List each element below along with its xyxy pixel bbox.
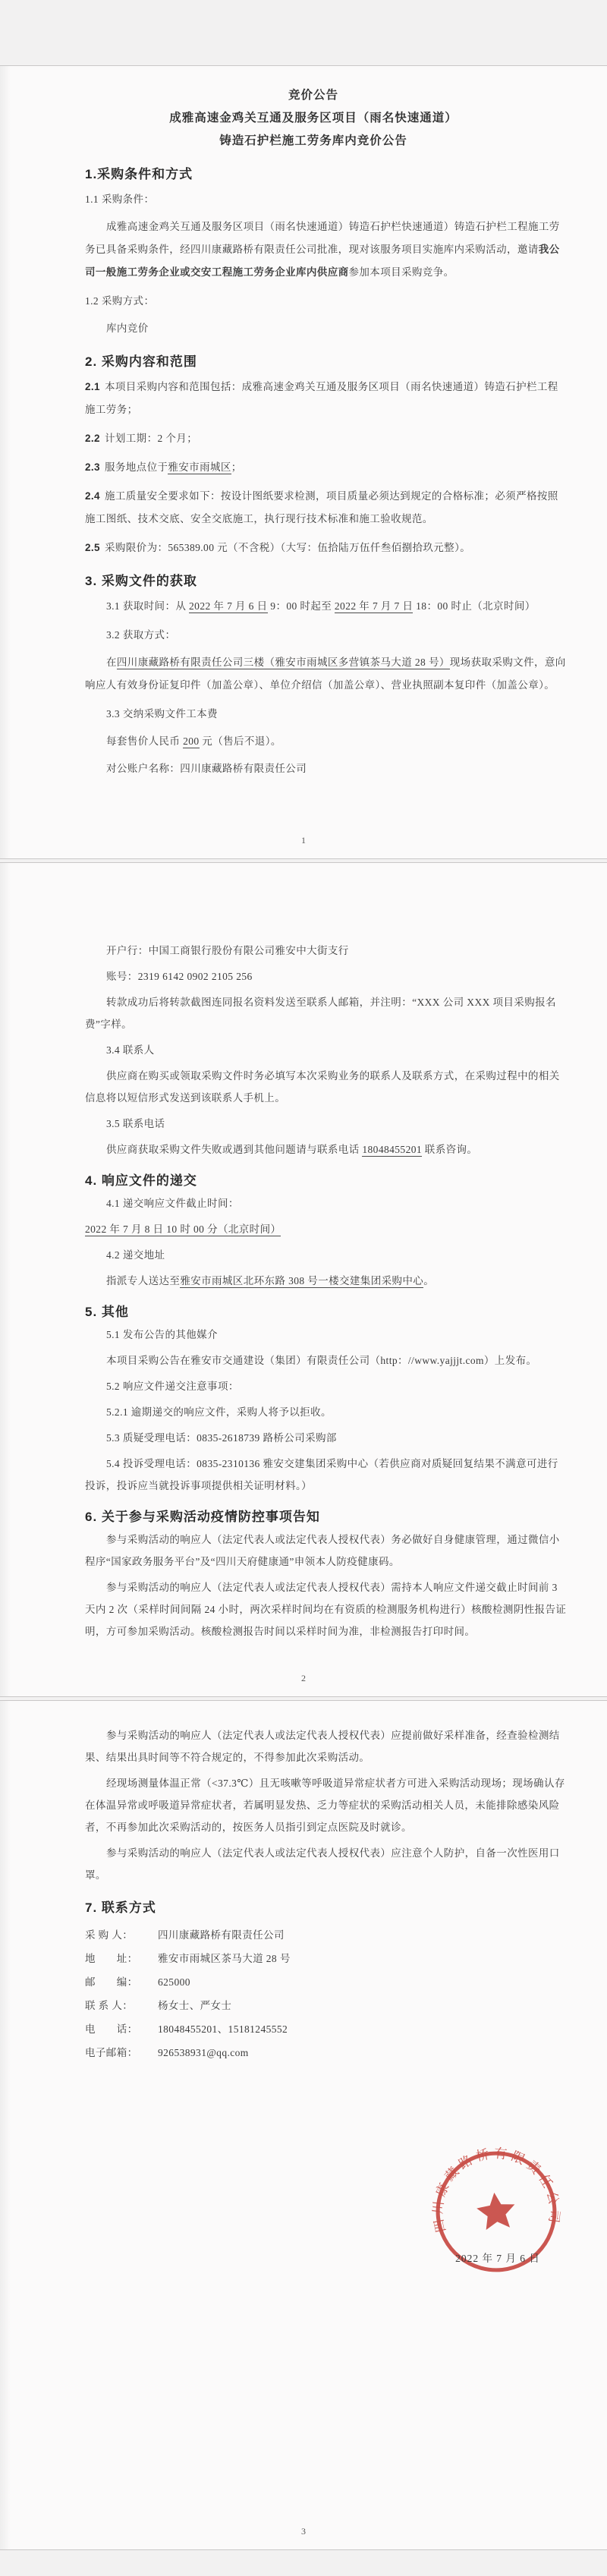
contact-row-buyer bbox=[85, 1923, 568, 1947]
contact-label: 电 话： bbox=[85, 2023, 138, 2035]
para-3-3-fee bbox=[85, 730, 568, 753]
title-line-2: 成雅高速金鸡关互通及服务区项目（雨名快速通道） bbox=[169, 112, 458, 124]
para-6-1: 参与采购活动的响应人（法定代表人或法定代表人授权代表）务必做好自身健康管理，通过微信小程序“国家政务服务平台”及“四川天府健康通”申领本人防疫健康码。 bbox=[85, 1534, 560, 1567]
para-1-2: 库内竞价 bbox=[106, 323, 149, 334]
section-6-heading: 6. 关于参与采购活动疫情防控事项告知 bbox=[85, 1510, 320, 1524]
submission-deadline: 2022 年 7 月 8 日 10 时 00 分（北京时间） bbox=[85, 1223, 281, 1235]
para-1-1-tail: 参加本项目采购竞争。 bbox=[348, 266, 454, 278]
para-6-3: 参与采购活动的响应人（法定代表人或法定代表人授权代表）应提前做好采样准备，经查验检测结果、结果出具时间等不符合规定的，不得参加此次采购活动。 bbox=[85, 1730, 560, 1763]
item-2-3-pre: 服务地点位于 bbox=[104, 461, 168, 473]
para-3-2-post: 现场获取采购文件，意向响应人有效身份证复印件（加盖公章）、单位介绍信（加盖公章）、营业执照副本复印件（加盖公章）。 bbox=[85, 657, 566, 691]
item-2-4-num: 2.4 bbox=[85, 490, 100, 502]
section-5-heading: 5. 其他 bbox=[85, 1305, 129, 1319]
bank-line: 开户行：中国工商银行股份有限公司雅安中大街支行 bbox=[106, 945, 349, 956]
item-3-1-mid2: 18：00 时 bbox=[413, 600, 462, 612]
item-2-3 bbox=[85, 456, 568, 479]
page-number-3: 3 bbox=[301, 2526, 306, 2537]
item-2-4-text: 施工质量安全要求如下：按设计图纸要求检测，项目质量必须达到规定的合格标准；必须严格按照施工图纸、技术交底、安全交底施工，执行现行技术标准和施工验收规范。 bbox=[85, 490, 558, 524]
item-3-1-pre: 3.1 获取时间：从 bbox=[106, 600, 190, 612]
page-number-1: 1 bbox=[301, 835, 306, 846]
para-5-1: 本项目采购公告在雅安市交通建设（集团）有限责任公司（http：//www.yajjjt.com）上发布。 bbox=[106, 1355, 537, 1366]
para-3-5-pre: 供应商获取采购文件失败或遇到其他问题请与联系电话 bbox=[106, 1144, 363, 1155]
item-3-1-mid1: 9：00 时起至 bbox=[267, 600, 335, 612]
fee-amount: 200 bbox=[183, 735, 200, 747]
contact-label: 邮 编： bbox=[85, 1976, 138, 1988]
para-4-2-pre: 指派专人送达至 bbox=[106, 1275, 181, 1286]
contact-row-zip bbox=[85, 1970, 568, 1994]
account-line: 账号：2319 6142 0902 2105 256 bbox=[106, 971, 253, 982]
para-4-2-post: 。 bbox=[423, 1275, 435, 1286]
item-5-3: 5.3 质疑受理电话：0835-2618739 路桥公司采购部 bbox=[106, 1432, 337, 1444]
contact-value: 杨女士、严女士 bbox=[158, 2000, 232, 2011]
para-1-1-text: 成雅高速金鸡关互通及服务区项目（雨名快速通道）铸造石护栏快速通道）铸造石护栏工程施工劳务已具备采购条件，经四川康藏路桥有限责任公司批准，现对该服务项目实施库内采购活动，邀请 bbox=[85, 221, 560, 255]
item-2-3-location: 雅安市雨城区 bbox=[168, 461, 231, 473]
item-3-1-post: 止（北京时间） bbox=[461, 600, 536, 612]
item-3-4: 3.4 联系人 bbox=[106, 1044, 155, 1056]
contact-label: 电子邮箱： bbox=[85, 2047, 138, 2058]
stamp-date: 2022 年 7 月 6 日 bbox=[455, 2253, 540, 2264]
fee-pre: 每套售价人民币 bbox=[106, 735, 184, 747]
item-3-1-date-start: 2022 年 7 月 6 日 bbox=[189, 600, 268, 612]
item-3-5: 3.5 联系电话 bbox=[106, 1118, 165, 1129]
item-2-3-num: 2.3 bbox=[85, 461, 100, 473]
contact-value: 雅安市雨城区茶马大道 28 号 bbox=[158, 1953, 291, 1964]
item-2-2-text: 计划工期：2 个月； bbox=[104, 433, 198, 444]
item-5-2-1: 5.2.1 逾期递交的响应文件，采购人将予以拒收。 bbox=[106, 1406, 332, 1418]
contact-label: 采 购 人： bbox=[85, 1929, 134, 1941]
para-3-5 bbox=[85, 1138, 568, 1160]
item-2-5-text: 采购限价为：565389.00 元（不含税）（大写：伍拾陆万伍仟叁佰捌拾玖元整）。 bbox=[104, 542, 471, 553]
item-2-5-num: 2.5 bbox=[85, 542, 100, 553]
contact-row-person bbox=[85, 1994, 568, 2017]
item-3-1-date-end: 2022 年 7 月 7 日 bbox=[334, 600, 414, 612]
contact-value: 625000 bbox=[158, 1976, 190, 1988]
item-4-2: 4.2 递交地址 bbox=[106, 1249, 165, 1261]
transfer-note: 转款成功后将转款截图连同报名资料发送至联系人邮箱，并注明：“XXX 公司 XXX 项目采购报名费”字样。 bbox=[85, 997, 556, 1030]
contact-value: 18048455201、15181245552 bbox=[158, 2023, 288, 2035]
para-3-2-address: 四川康藏路桥有限责任公司三楼（雅安市雨城区多营镇茶马大道 28 号） bbox=[116, 657, 450, 668]
deadline-line bbox=[85, 1218, 568, 1240]
item-2-5 bbox=[85, 537, 568, 559]
document-title bbox=[59, 84, 568, 153]
hotline-number: 18048455201 bbox=[362, 1144, 423, 1155]
title-line-1: 竞价公告 bbox=[288, 89, 338, 102]
item-2-1-text: 本项目采购内容和范围包括：成雅高速金鸡关互通及服务区项目（雨名快速通道）铸造石护栏工程施工劳务； bbox=[85, 381, 558, 415]
contact-label: 地 址： bbox=[85, 1953, 138, 1964]
para-6-5: 参与采购活动的响应人（法定代表人或法定代表人授权代表）应注意个人防护，自备一次性医用口罩。 bbox=[85, 1847, 560, 1881]
item-5-2: 5.2 响应文件递交注意事项： bbox=[106, 1381, 239, 1392]
item-2-2-num: 2.2 bbox=[85, 433, 100, 444]
para-1-1-bold: 我公司一般施工劳务企业或交安工程施工劳务企业库内供应商 bbox=[85, 244, 560, 278]
item-2-4 bbox=[85, 485, 568, 531]
section-1-heading: 1.采购条件和方式 bbox=[85, 167, 193, 181]
title-line-3: 铸造石护栏施工劳务库内竞价公告 bbox=[219, 134, 407, 147]
contact-row-email bbox=[85, 2041, 568, 2064]
para-6-2: 参与采购活动的响应人（法定代表人或法定代表人授权代表）需持本人响应文件递交截止时间前 3 天内 2 次（采样时间间隔 24 小时，两次采样时间均在有资质的检测服务机构进行）核酸检测阴性报告证明，方可参加采购活动。核酸检测报告时间以采样时间为准，非检测报告打印时间。 bbox=[85, 1582, 567, 1637]
contact-value: 四川康藏路桥有限责任公司 bbox=[158, 1929, 285, 1941]
item-2-1 bbox=[85, 376, 568, 421]
para-3-2-pre: 在 bbox=[106, 657, 117, 668]
contact-value: 926538931@qq.com bbox=[158, 2047, 249, 2058]
para-3-3-account-name: 对公账户名称：四川康藏路桥有限责任公司 bbox=[106, 763, 307, 774]
contact-row-phone bbox=[85, 2017, 568, 2041]
contact-label: 联 系 人： bbox=[85, 2000, 134, 2011]
para-3-4: 供应商在购买或领取采购文件时务必填写本次采购业务的联系人及联系方式，在采购过程中的相关信息将以短信形式发送到该联系人手机上。 bbox=[85, 1070, 560, 1104]
page-number-2: 2 bbox=[301, 1673, 306, 1683]
item-1-2: 1.2 采购方式： bbox=[85, 295, 155, 307]
item-2-2 bbox=[85, 427, 568, 450]
section-3-heading: 3. 采购文件的获取 bbox=[85, 574, 197, 588]
item-3-3: 3.3 交纳采购文件工本费 bbox=[106, 708, 218, 720]
para-1-1 bbox=[85, 216, 568, 284]
item-2-3-post: ； bbox=[231, 461, 242, 473]
item-5-1: 5.1 发布公告的其他媒介 bbox=[106, 1329, 218, 1340]
item-1-1: 1.1 采购条件： bbox=[85, 194, 155, 205]
page-3 bbox=[0, 1700, 607, 2550]
item-3-1 bbox=[85, 595, 568, 618]
page-1 bbox=[0, 65, 607, 859]
section-4-heading: 4. 响应文件的递交 bbox=[85, 1173, 197, 1188]
para-6-4: 经现场测量体温正常（<37.3℃）且无咳嗽等呼吸道异常症状者方可进入采购活动现场；现场确认存在体温异常或呼吸道异常症状者，若属明显发热、乏力等症状的采购活动相关人员，未能排除感染风险者，不再参加此次采购活动的，按医务人员指引到定点医院及时就诊。 bbox=[85, 1778, 565, 1833]
para-4-2 bbox=[85, 1270, 568, 1292]
item-4-1: 4.1 递交响应文件截止时间： bbox=[106, 1198, 239, 1209]
para-3-5-post: 联系咨询。 bbox=[422, 1144, 478, 1155]
page-2 bbox=[0, 862, 607, 1697]
item-2-1-num: 2.1 bbox=[85, 381, 100, 392]
section-2-heading: 2. 采购内容和范围 bbox=[85, 354, 197, 369]
item-3-2: 3.2 获取方式： bbox=[106, 629, 176, 641]
contact-row-address bbox=[85, 1947, 568, 1970]
para-3-2 bbox=[85, 651, 568, 697]
item-5-4: 5.4 投诉受理电话：0835-2310136 雅安交建集团采购中心（若供应商对质疑回复结果不满意可进行投诉，投诉应当就投诉事项提供相关证明材料。） bbox=[85, 1458, 558, 1491]
contact-block bbox=[85, 1923, 568, 2064]
stamp-company-text: 四川康藏路桥有限责任公司 bbox=[429, 2145, 563, 2234]
submission-address: 雅安市雨城区北环东路 308 号一楼交建集团采购中心 bbox=[180, 1275, 424, 1286]
section-7-heading: 7. 联系方式 bbox=[85, 1901, 156, 1915]
fee-post: 元（售后不退）。 bbox=[199, 735, 281, 747]
